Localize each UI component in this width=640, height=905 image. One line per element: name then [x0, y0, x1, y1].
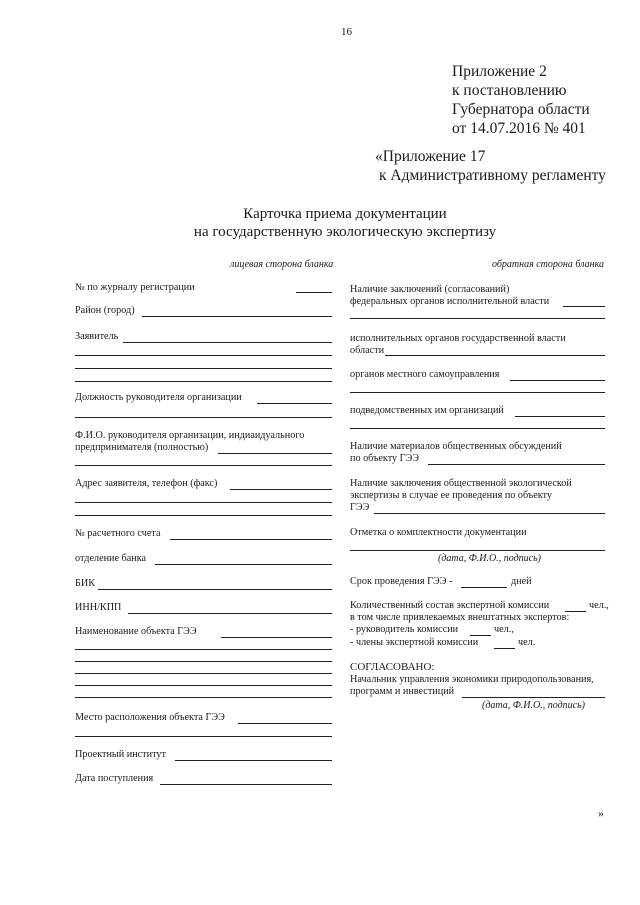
applicant-field-line-2[interactable] [75, 355, 332, 356]
commission-members-label: - члены экспертной комиссии [350, 637, 479, 648]
subordinate-orgs-field-line-2[interactable] [350, 428, 605, 429]
journal-number-field[interactable] [296, 292, 332, 293]
bik-label: БИК [75, 578, 96, 589]
page-number: 16 [341, 26, 352, 38]
inn-field[interactable] [128, 613, 332, 614]
object-location-field[interactable] [238, 723, 332, 724]
head-position-field-line-2[interactable] [75, 417, 332, 418]
head-name-field-line-2[interactable] [75, 465, 332, 466]
chief-title-line-1: Начальник управления экономики природопользования, [350, 674, 594, 685]
appendix-line-3: Губернатора области [452, 101, 590, 118]
journal-number-label: № по журналу регистрации [75, 282, 195, 293]
public-expertise-label-2: экспертизы в случае ее проведения по объекту [350, 490, 552, 501]
completeness-signature-caption: (дата, Ф.И.О., подпись) [438, 553, 541, 564]
object-name-field-line-5[interactable] [75, 685, 332, 686]
conclusions-label-1: Наличие заключений (согласований) [350, 284, 510, 295]
bik-field[interactable] [98, 589, 332, 590]
appendix-header [452, 62, 590, 138]
appendix-line-2: к постановлению [452, 82, 567, 99]
external-experts-label: в том числе привлекаемых внештатных экспертов: [350, 612, 570, 623]
inn-label: ИНН/КПП [75, 602, 122, 613]
object-location-field-line-2[interactable] [75, 736, 332, 737]
completeness-label: Отметка о комплектности документации [350, 527, 527, 538]
appendix-17-line-1: «Приложение 17 [375, 148, 486, 165]
arrival-date-field[interactable] [160, 784, 332, 785]
applicant-field-line-4[interactable] [75, 381, 332, 382]
head-position-label: Должность руководителя организации [75, 392, 242, 403]
head-position-field[interactable] [257, 403, 332, 404]
public-expertise-label-1: Наличие заключения общественной экологической [350, 478, 572, 489]
design-institute-field[interactable] [175, 760, 332, 761]
applicant-field[interactable] [123, 342, 332, 343]
object-name-label: Наименование объекта ГЭЭ [75, 626, 197, 637]
local-government-label: органов местного самоуправления [350, 369, 500, 380]
commission-members-unit: чел. [518, 637, 536, 648]
object-name-field[interactable] [221, 637, 332, 638]
applicant-field-line-3[interactable] [75, 368, 332, 369]
applicant-label: Заявитель [75, 331, 119, 342]
public-expertise-field[interactable] [374, 513, 605, 514]
object-location-label: Место расположения объекта ГЭЭ [75, 712, 225, 723]
appendix-line-4: от 14.07.2016 № 401 [452, 120, 586, 137]
federal-conclusions-field-line-2[interactable] [350, 318, 605, 319]
back-side-caption: обратная сторона бланка [492, 259, 605, 270]
local-government-field-line-2[interactable] [350, 392, 605, 393]
term-prefix-label: Срок проведения ГЭЭ - [350, 576, 453, 587]
bank-field[interactable] [155, 564, 332, 565]
front-side-caption: лицевая сторона бланка [230, 259, 334, 270]
agreed-label: СОГЛАСОВАНО: [350, 661, 435, 673]
object-name-field-line-2[interactable] [75, 649, 332, 650]
local-government-field[interactable] [510, 380, 605, 381]
term-suffix-label: дней [511, 576, 532, 587]
account-field[interactable] [170, 539, 332, 540]
appendix-17-header [375, 147, 606, 185]
district-label: Район (город) [75, 305, 135, 316]
commission-members-field[interactable] [494, 648, 515, 649]
commission-size-label: Количественный состав экспертной комиссии [350, 600, 550, 611]
account-label: № расчетного счета [75, 528, 161, 539]
subordinate-orgs-field[interactable] [515, 416, 605, 417]
address-field-line-2[interactable] [75, 502, 332, 503]
commission-head-field[interactable] [470, 635, 491, 636]
public-discussion-field[interactable] [428, 464, 605, 465]
public-expertise-label-3: ГЭЭ [350, 502, 370, 513]
arrival-date-label: Дата поступления [75, 773, 154, 784]
commission-size-unit: чел., [589, 600, 609, 611]
form-title [160, 205, 530, 241]
public-discussion-label-1: Наличие материалов общественных обсуждений [350, 441, 562, 452]
public-discussion-label-2: по объекту ГЭЭ [350, 453, 420, 464]
head-name-label-1: Ф.И.О. руководителя организации, индиаидуального [75, 430, 305, 441]
form-title-line-1: Карточка приема документации [243, 206, 447, 222]
subordinate-orgs-label: подведомственных им организаций [350, 405, 504, 416]
completeness-signature-field[interactable] [350, 550, 605, 551]
federal-conclusions-field[interactable] [563, 306, 605, 307]
appendix-17-line-2: к Административному регламенту [379, 167, 606, 184]
chief-title-line-2: программ и инвестиций [350, 686, 455, 697]
bank-label: отделение банка [75, 553, 147, 564]
address-field[interactable] [230, 489, 332, 490]
district-field[interactable] [142, 316, 332, 317]
commission-head-unit: чел., [494, 624, 514, 635]
term-days-field[interactable] [461, 587, 507, 588]
appendix-line-1: Приложение 2 [452, 63, 547, 80]
chief-signature-caption: (дата, Ф.И.О., подпись) [482, 700, 585, 711]
object-name-field-line-3[interactable] [75, 661, 332, 662]
regional-authorities-label-2: области [350, 345, 385, 356]
address-label: Адрес заявителя, телефон (факс) [75, 478, 218, 489]
address-field-line-3[interactable] [75, 515, 332, 516]
closing-quote: » [598, 806, 604, 820]
regional-authorities-label-1: исполнительных органов государственной власти [350, 333, 566, 344]
head-name-label-2: предпринимателя (полностью) [75, 442, 209, 453]
chief-signature-field[interactable] [462, 697, 605, 698]
head-name-field[interactable] [218, 453, 332, 454]
form-title-line-2: на государственную экологическую экспертизу [193, 224, 497, 240]
design-institute-label: Проектный институт [75, 749, 166, 760]
commission-head-label: - руководитель комиссии [350, 624, 459, 635]
object-name-field-line-4[interactable] [75, 673, 332, 674]
object-name-field-line-6[interactable] [75, 697, 332, 698]
regional-authorities-field[interactable] [385, 355, 605, 356]
conclusions-label-2: федеральных органов исполнительной власти [350, 296, 550, 307]
